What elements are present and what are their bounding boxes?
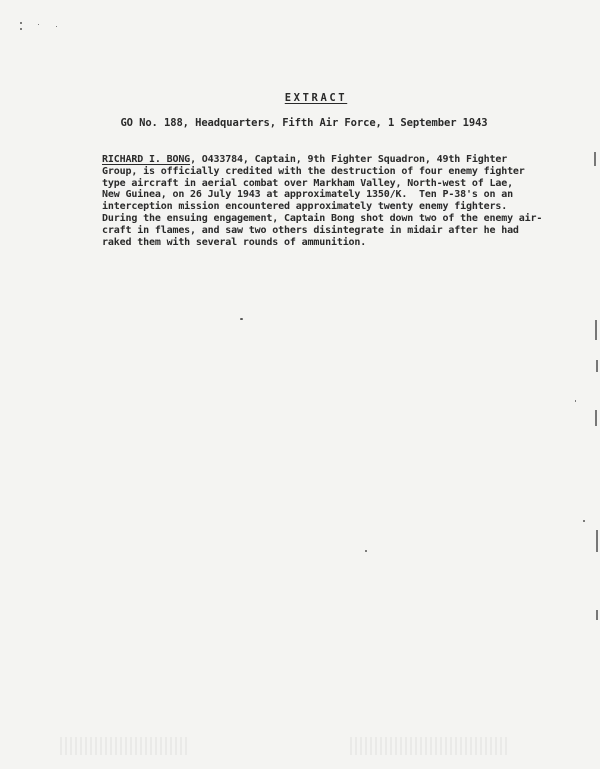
- document-heading: EXTRACT: [284, 92, 348, 104]
- scan-speckle: [583, 520, 585, 522]
- paragraph-line-text: , O433784, Captain, 9th Fighter Squadron, 49th Fighter: [190, 154, 508, 165]
- scan-speckle: [38, 24, 39, 25]
- scan-edge-mark: [595, 320, 597, 340]
- paragraph-line: [102, 154, 552, 166]
- scan-noise: [350, 737, 510, 755]
- scan-speckle: [20, 22, 22, 24]
- scan-edge-mark: [595, 410, 597, 426]
- scan-speckle: [240, 318, 243, 320]
- paragraph-line: Group, is officially credited with the destruction of four enemy fighter: [102, 165, 525, 177]
- scan-edge-mark: [594, 152, 596, 166]
- scan-speckle: [575, 400, 576, 402]
- paragraph-line: During the ensuing engagement, Captain Bong shot down two of the enemy air-: [102, 212, 543, 224]
- paragraph-line: interception mission encountered approximately twenty enemy fighters.: [102, 201, 508, 213]
- scan-noise: [60, 737, 190, 755]
- scan-speckle: [365, 550, 367, 552]
- paragraph-line: New Guinea, on 26 July 1943 at approximately 1350/K. Ten P-38's on an: [102, 189, 513, 201]
- recipient-name: RICHARD I. BONG: [102, 154, 191, 165]
- paragraph-line: raked them with several rounds of ammunition.: [102, 236, 367, 248]
- scan-edge-mark: [596, 530, 598, 552]
- paragraph-line: craft in flames, and saw two others disintegrate in midair after he had: [102, 224, 519, 236]
- citation-paragraph: [102, 154, 552, 248]
- scan-edge-mark: [596, 610, 598, 620]
- paragraph-line: type aircraft in aerial combat over Markham Valley, North-west of Lae,: [102, 177, 513, 189]
- scan-speckle: [56, 26, 57, 27]
- general-order-reference: GO No. 188, Headquarters, Fifth Air Force, 1 September 1943: [120, 117, 488, 129]
- scan-edge-mark: [596, 360, 598, 372]
- scan-speckle: [20, 28, 22, 30]
